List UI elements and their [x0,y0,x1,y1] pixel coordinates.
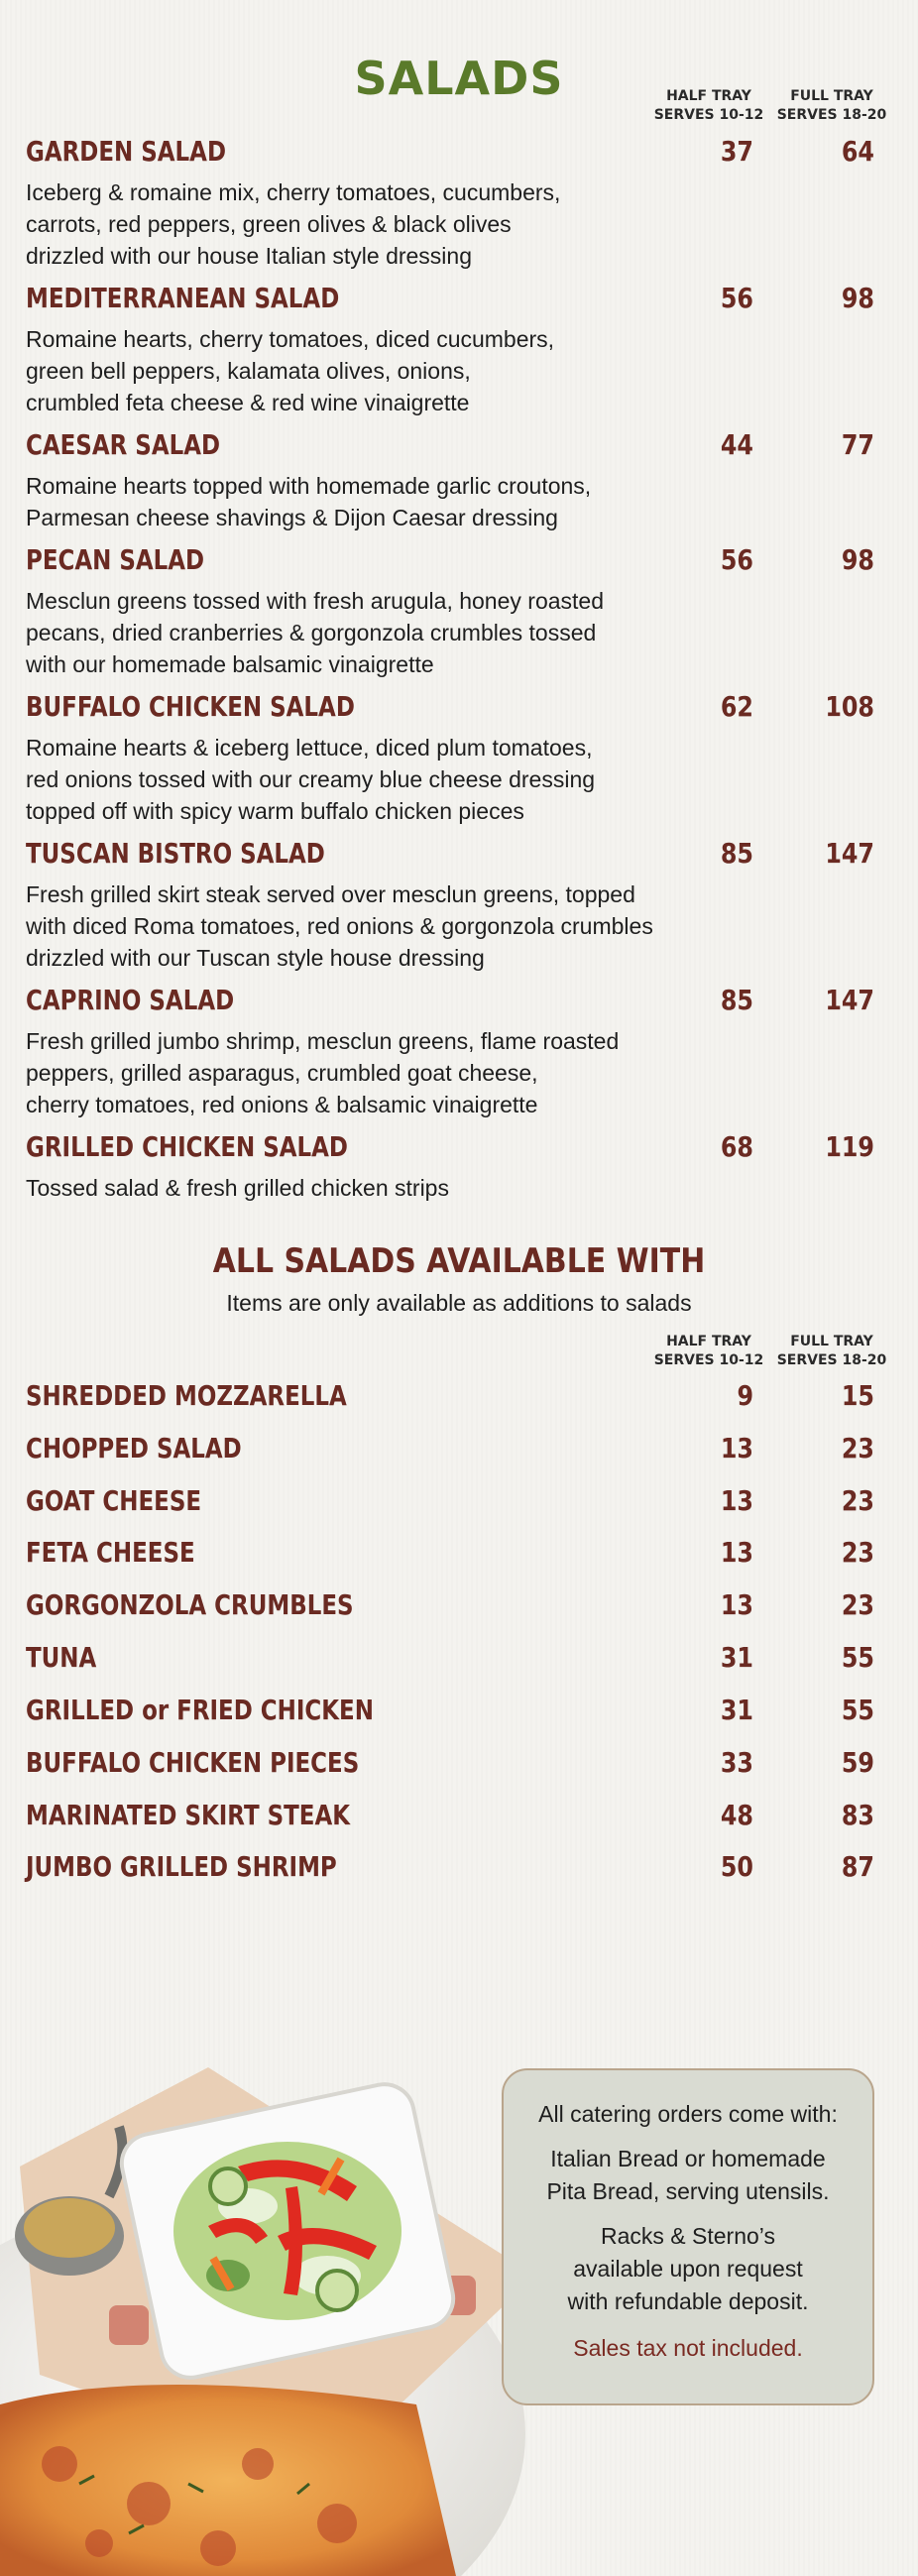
half-tray-header [649,1333,768,1370]
salad-price-half: 85 [720,837,753,870]
salad-price-full: 147 [825,984,874,1016]
addition-name: JUMBO GRILLED SHRIMP [26,1850,337,1883]
desc-line: with our homemade balsamic vinaigrette [26,651,434,677]
salad-price-full: 147 [825,837,874,870]
salad-name: GARDEN SALAD [26,135,227,168]
full-tray-serves: SERVES 18-20 [776,1352,887,1368]
salad-price-full: 108 [825,690,874,723]
addition-price-half: 13 [720,1484,753,1517]
addition-price-full: 83 [841,1799,874,1831]
page-title: SALADS [354,52,564,105]
addition-name: SHREDDED MOZZARELLA [26,1379,347,1412]
addition-name: GORGONZOLA CRUMBLES [26,1588,354,1621]
addition-price-half: 13 [720,1536,753,1569]
desc-line: drizzled with our house Italian style dressing [26,243,473,269]
addition-price-full: 55 [841,1694,874,1726]
addition-name: FETA CHEESE [26,1536,195,1569]
desc-line: Romaine hearts topped with homemade garlic croutons, [26,473,592,499]
info-bread [504,2143,872,2208]
addition-price-full: 23 [841,1484,874,1517]
desc-line: Romaine hearts & iceberg lettuce, diced plum tomatoes, [26,735,593,761]
salad-price-half: 85 [720,984,753,1016]
salad-description [26,878,700,974]
half-tray-label: HALF TRAY [666,88,751,104]
addition-price-full: 59 [841,1746,874,1779]
additions-subtitle: Items are only available as additions to salads [226,1290,692,1316]
salad-description [26,732,700,827]
addition-name: MARINATED SKIRT STEAK [26,1799,351,1831]
desc-line: Romaine hearts, cherry tomatoes, diced cucumbers, [26,326,555,352]
info-line: Italian Bread or homemade [550,2146,826,2171]
desc-line: green bell peppers, kalamata olives, onions, [26,358,471,384]
additions-title: ALL SALADS AVAILABLE WITH [212,1241,706,1281]
addition-price-half: 31 [720,1694,753,1726]
salad-price-full: 64 [841,135,874,168]
addition-price-half: 31 [720,1641,753,1674]
salad-description [26,176,700,272]
addition-price-full: 23 [841,1536,874,1569]
full-tray-label: FULL TRAY [790,1334,873,1349]
half-tray-label: HALF TRAY [666,1334,751,1349]
desc-line: red onions tossed with our creamy blue cheese dressing [26,766,596,792]
desc-line: Parmesan cheese shavings & Dijon Caesar dressing [26,505,558,530]
addition-price-half: 13 [720,1432,753,1464]
addition-price-half: 13 [720,1588,753,1621]
addition-price-full: 23 [841,1432,874,1464]
addition-name: GRILLED or FRIED CHICKEN [26,1694,374,1726]
desc-line: drizzled with our Tuscan style house dressing [26,945,485,971]
salad-description [26,323,700,418]
info-line: available upon request [573,2256,803,2282]
addition-price-full: 55 [841,1641,874,1674]
sales-tax-note: Sales tax not included. [573,2335,803,2361]
salad-name: CAPRINO SALAD [26,984,235,1016]
addition-name: TUNA [26,1641,97,1674]
salad-description [26,585,700,680]
addition-name: CHOPPED SALAD [26,1432,242,1464]
info-line: Racks & Sterno’s [601,2223,775,2249]
desc-line: Fresh grilled skirt steak served over mesclun greens, topped [26,881,635,907]
salad-price-full: 77 [841,428,874,461]
food-photo [0,2048,555,2576]
addition-price-full: 23 [841,1588,874,1621]
salad-description [26,1172,700,1204]
info-line: Pita Bread, serving utensils. [546,2178,830,2204]
desc-line: crumbled feta cheese & red wine vinaigrette [26,390,470,415]
info-includes-heading: All catering orders come with: [538,2101,838,2127]
salad-price-half: 56 [720,282,753,314]
desc-line: carrots, red peppers, green olives & black olives [26,211,512,237]
addition-name: BUFFALO CHICKEN PIECES [26,1746,360,1779]
addition-name: GOAT CHEESE [26,1484,202,1517]
full-tray-header [772,87,891,125]
desc-line: Fresh grilled jumbo shrimp, mesclun greens, flame roasted [26,1028,620,1054]
salad-price-half: 56 [720,543,753,576]
salad-name: TUSCAN BISTRO SALAD [26,837,325,870]
desc-line: pecans, dried cranberries & gorgonzola crumbles tossed [26,620,597,645]
salad-name: CAESAR SALAD [26,428,221,461]
salad-price-half: 62 [720,690,753,723]
catering-info-box [502,2068,874,2405]
addition-price-half: 33 [720,1746,753,1779]
desc-line: cherry tomatoes, red onions & balsamic vinaigrette [26,1092,538,1117]
addition-price-half: 48 [720,1799,753,1831]
salad-description [26,470,700,533]
addition-price-half: 9 [737,1379,753,1412]
salad-price-full: 98 [841,543,874,576]
addition-price-full: 15 [841,1379,874,1412]
full-tray-header [772,1333,891,1370]
addition-price-full: 87 [841,1850,874,1883]
half-tray-header [649,87,768,125]
desc-line: Iceberg & romaine mix, cherry tomatoes, cucumbers, [26,179,561,205]
salad-price-half: 44 [720,428,753,461]
desc-line: topped off with spicy warm buffalo chicken pieces [26,798,524,824]
salad-price-full: 98 [841,282,874,314]
salad-price-half: 68 [720,1130,753,1163]
desc-line: peppers, grilled asparagus, crumbled goat cheese, [26,1060,538,1086]
info-racks [504,2220,872,2318]
desc-line: with diced Roma tomatoes, red onions & gorgonzola crumbles [26,913,653,939]
salad-price-full: 119 [825,1130,874,1163]
salad-name: PECAN SALAD [26,543,205,576]
salad-description [26,1025,700,1120]
info-line: with refundable deposit. [567,2288,809,2314]
half-tray-serves: SERVES 10-12 [653,1352,764,1368]
desc-line: Tossed salad & fresh grilled chicken strips [26,1175,449,1201]
full-tray-label: FULL TRAY [790,88,873,104]
half-tray-serves: SERVES 10-12 [653,107,764,123]
salad-name: BUFFALO CHICKEN SALAD [26,690,355,723]
salad-name: MEDITERRANEAN SALAD [26,282,340,314]
addition-price-half: 50 [720,1850,753,1883]
full-tray-serves: SERVES 18-20 [776,107,887,123]
desc-line: Mesclun greens tossed with fresh arugula, honey roasted [26,588,604,614]
salad-price-half: 37 [720,135,753,168]
salad-name: GRILLED CHICKEN SALAD [26,1130,348,1163]
